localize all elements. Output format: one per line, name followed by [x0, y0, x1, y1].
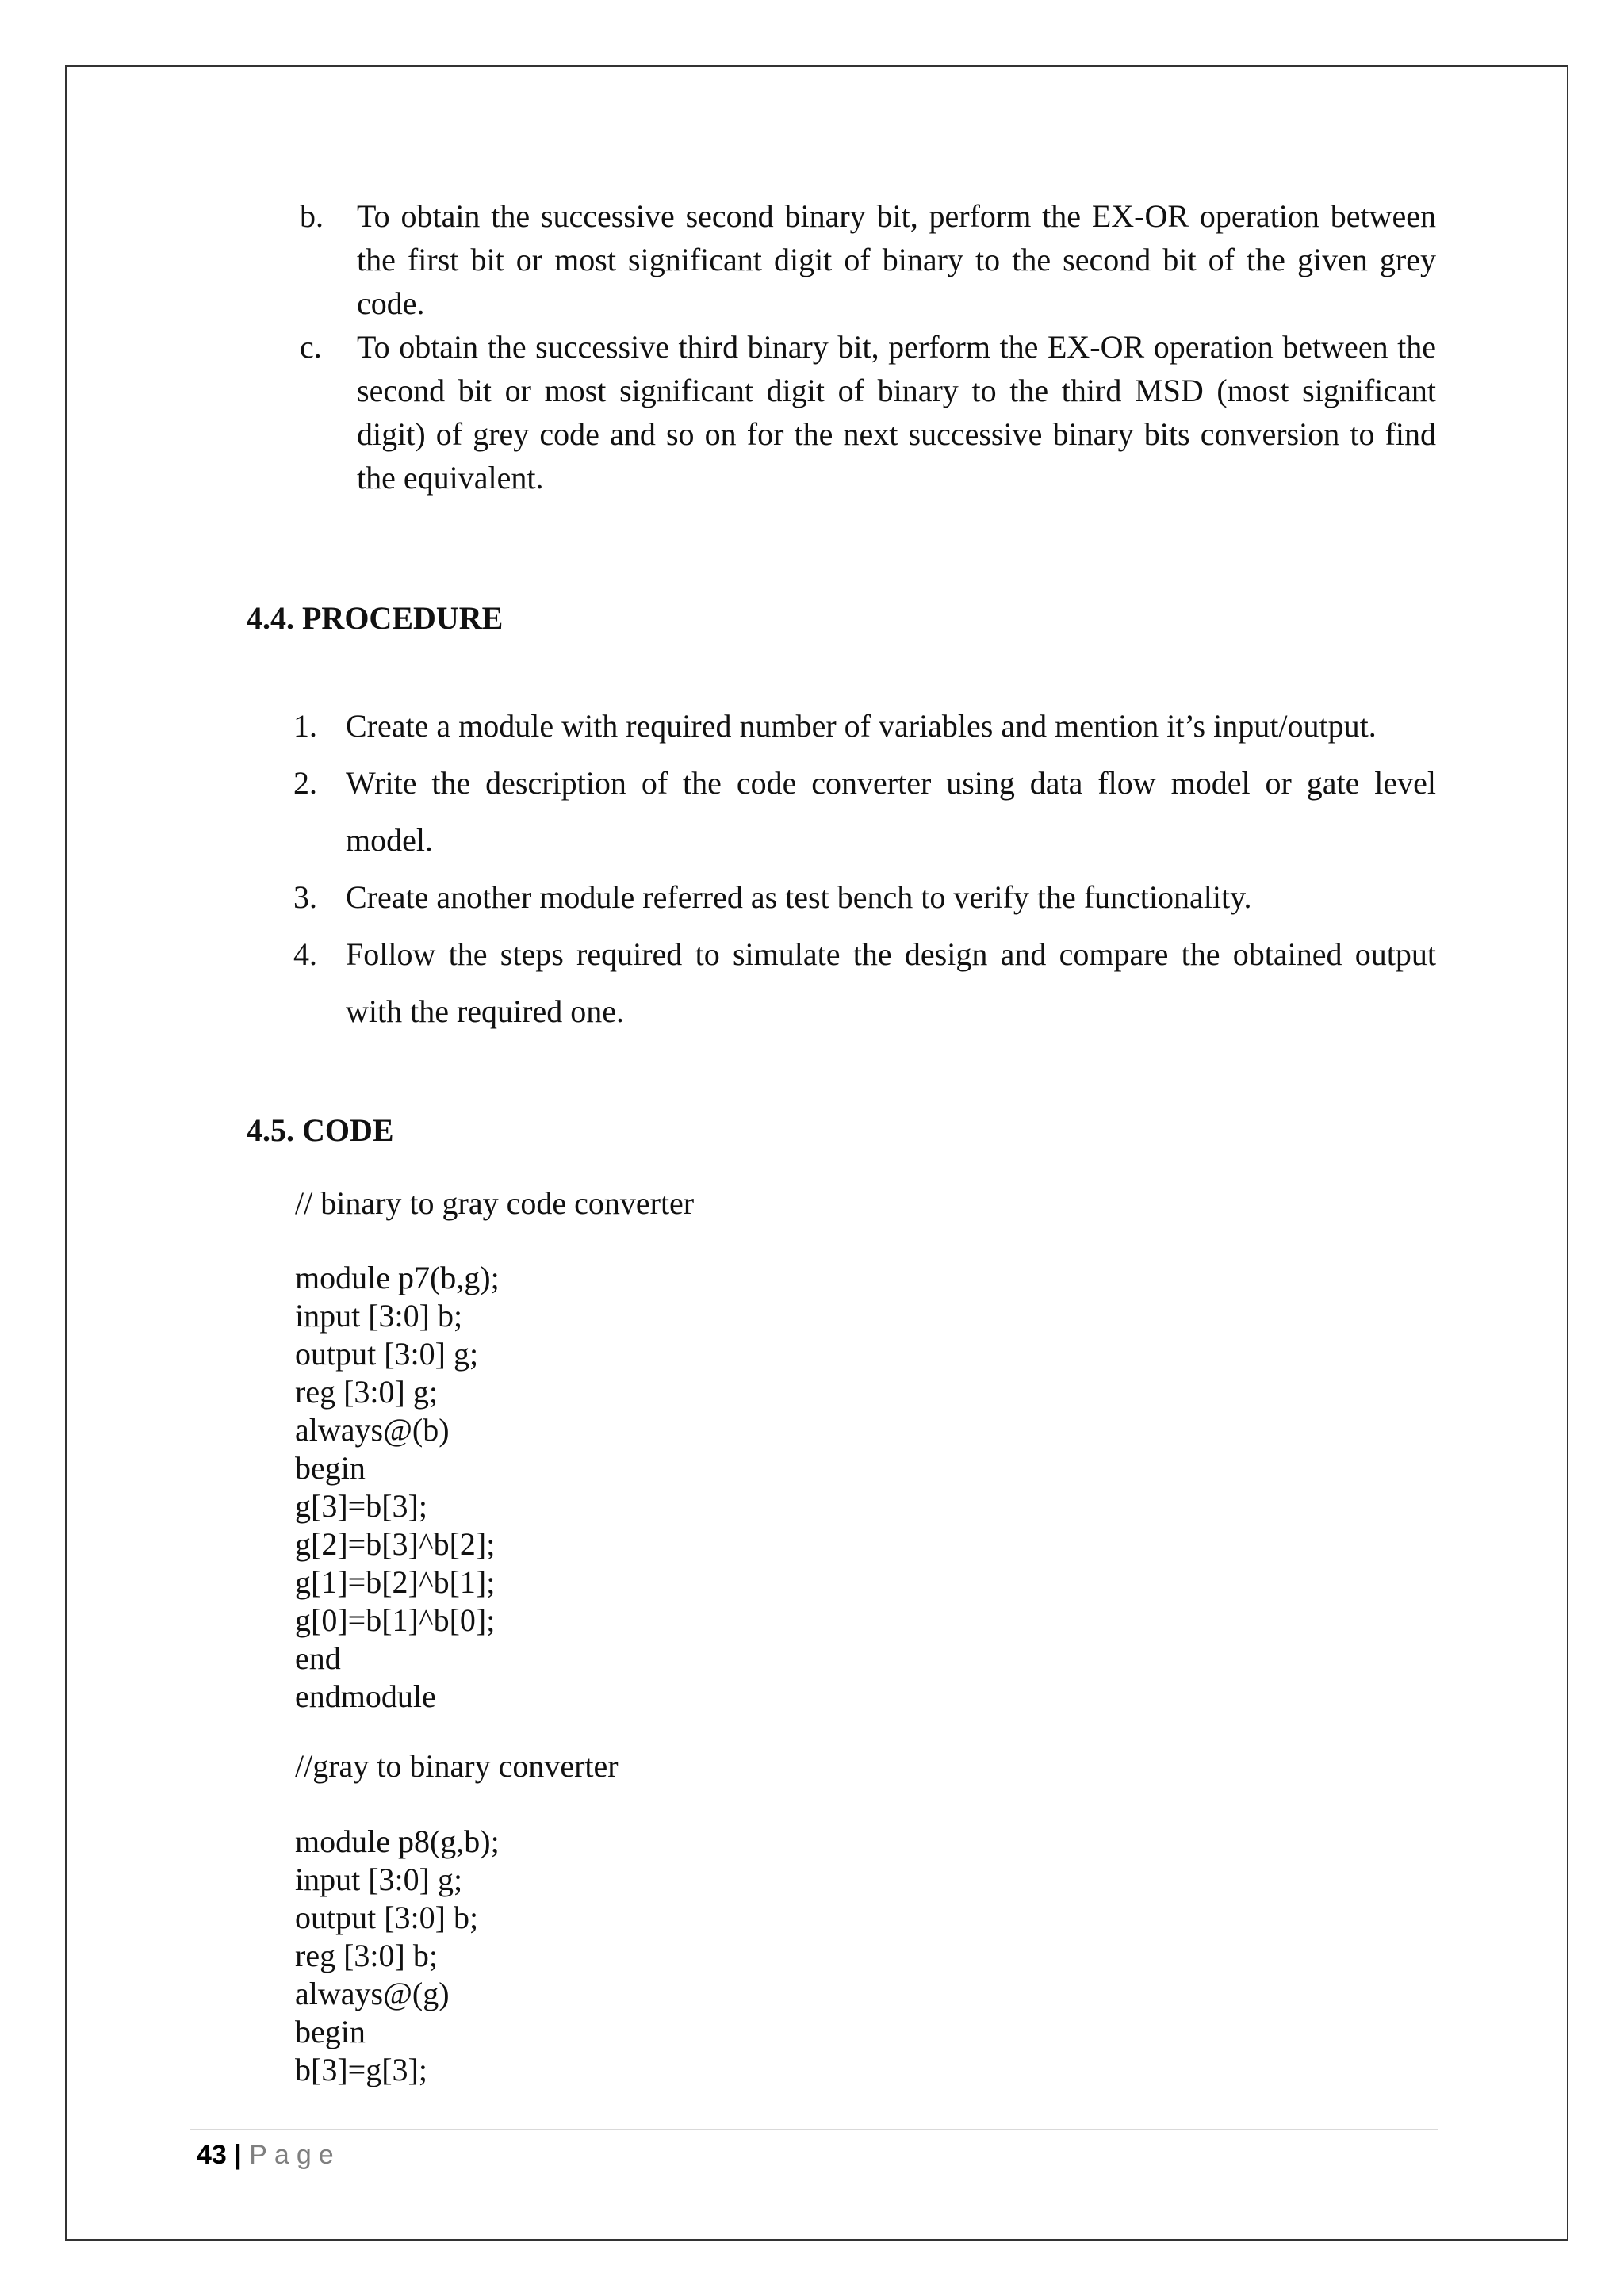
footer-page-label: Page [249, 2140, 341, 2170]
list-marker: 4. [293, 936, 317, 972]
code-line: g[3]=b[3]; [295, 1488, 427, 1524]
list-item [300, 194, 1436, 325]
code-line: output [3:0] g; [295, 1336, 479, 1372]
code-block-binary-to-gray [295, 1259, 500, 1716]
footer-separator: | [234, 2140, 242, 2170]
procedure-steps-list [293, 698, 1436, 1040]
code-line: reg [3:0] b; [295, 1938, 438, 1973]
code-line: input [3:0] b; [295, 1298, 463, 1334]
page-number: 43 [197, 2140, 227, 2170]
code-line: always@(b) [295, 1412, 450, 1448]
code-line: output [3:0] b; [295, 1900, 479, 1935]
code-line: b[3]=g[3]; [295, 2052, 427, 2087]
list-item-text: To obtain the successive third binary bit, perform the EX-OR operation between the second bit or most significant digit of binary to the third MSD (most significant digit) of grey code and so on for the next successive binary bits conversion to find the equivalent. [357, 329, 1436, 496]
code-line: endmodule [295, 1678, 436, 1714]
code-line: end [295, 1640, 341, 1676]
code-line: module p7(b,g); [295, 1260, 500, 1295]
list-marker: 2. [293, 765, 317, 801]
code-comment-gray-to-binary: //gray to binary converter [295, 1748, 619, 1784]
code-line: g[2]=b[3]^b[2]; [295, 1526, 496, 1562]
code-line: always@(g) [295, 1976, 450, 2011]
list-marker: c. [300, 329, 322, 365]
list-item-text: Write the description of the code converter using data flow model or gate level model. [346, 765, 1436, 858]
lettered-steps-list [300, 194, 1436, 499]
list-item-text: Follow the steps required to simulate the design and compare the obtained output with the required one. [346, 936, 1436, 1029]
list-item [293, 755, 1436, 869]
code-line: module p8(g,b); [295, 1823, 500, 1859]
code-line: g[1]=b[2]^b[1]; [295, 1564, 496, 1600]
code-line: begin [295, 1450, 366, 1486]
list-item-text: Create another module referred as test bench to verify the functionality. [346, 879, 1252, 915]
code-block-gray-to-binary [295, 1823, 500, 2089]
list-item [300, 325, 1436, 499]
list-item-text: To obtain the successive second binary bit, perform the EX-OR operation between the first bit or most significant digit of binary to the second bit of the given grey code. [357, 198, 1436, 321]
list-marker: 3. [293, 879, 317, 915]
code-heading: 4.5. CODE [247, 1112, 394, 1148]
list-item [293, 869, 1436, 926]
code-comment-binary-to-gray: // binary to gray code converter [295, 1185, 695, 1221]
list-item-text: Create a module with required number of variables and mention it’s input/output. [346, 708, 1377, 744]
list-marker: b. [300, 198, 324, 234]
list-marker: 1. [293, 708, 317, 744]
page-footer [197, 2139, 341, 2171]
procedure-heading: 4.4. PROCEDURE [247, 600, 504, 636]
list-item [293, 926, 1436, 1040]
footer-divider [190, 2129, 1438, 2130]
code-line: g[0]=b[1]^b[0]; [295, 1602, 496, 1638]
code-line: reg [3:0] g; [295, 1374, 438, 1410]
code-line: input [3:0] g; [295, 1862, 463, 1897]
list-item [293, 698, 1436, 755]
code-line: begin [295, 2014, 366, 2049]
